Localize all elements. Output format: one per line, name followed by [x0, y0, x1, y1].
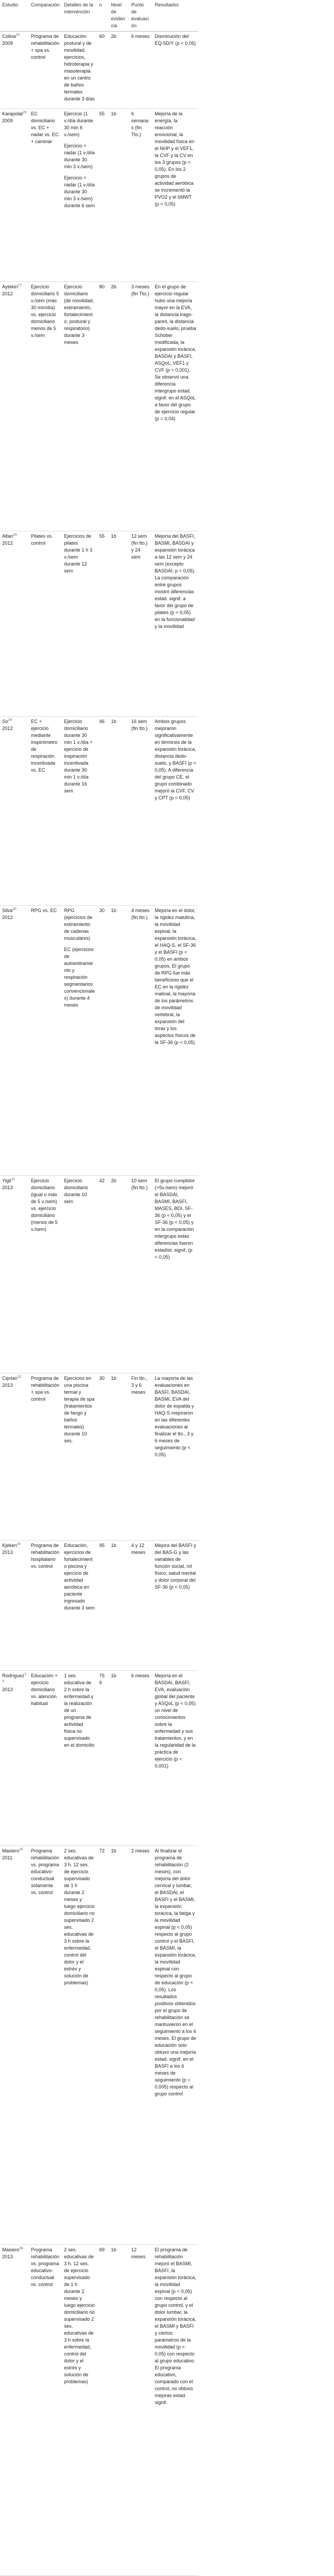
reference-link[interactable]: 35 [19, 1848, 23, 1851]
intervention-details-cell [62, 1846, 97, 2245]
comparison-cell: Programa rehabilitación vs. programa educativo-conductual solamente vs. control [29, 1846, 62, 2245]
reference-link[interactable]: 28 [13, 533, 17, 537]
study-year: 2012 [2, 726, 13, 731]
comparison-cell: EC domiciliario vs. EC + nadar vs. EC + caminar [29, 109, 62, 282]
study-author: Masiero [2, 2247, 20, 2252]
details-paragraph: Ejercicio + nadar (1 v./día durante 30 min 3 v./sem) [64, 143, 95, 169]
results-cell: Mejoría en el BASDAI, BASFI, EVA, evaluación global del paciente y ASQoL (p < 0,05) un nivel de conocimientos sobre la enfermedad y sus tratamientos, y en la regularidad de la práctica de ejercicio (p < 0,001) [153, 1671, 198, 1846]
study-cell [0, 906, 29, 1176]
study-cell [0, 2245, 29, 2576]
evaluation-point-cell: 6 meses [129, 32, 153, 109]
intervention-details-cell [62, 531, 97, 717]
details-paragraph: EC (ejercicios de autoestiramiento y respiración segmentarios convencionales) durante 4 meses [64, 947, 95, 1008]
results-cell: El programa de rehabilitación mejoró el BASMI, BASFI, la expansión torácica, la movilidad espinal (p < 0,05) con respecto al grupo control, y el dolor lumbar, la expansión torácica, el BASMI y BASFI y ciertos parámetros de la movilidad (p < 0,05) con respecto al grupo educativo. El programa educativo, comparado con el control, no obtuvo mejoras estad. signif. [153, 2245, 198, 2576]
study-year: 2009 [2, 41, 13, 46]
sample-size-cell: 72 [97, 1846, 109, 2245]
table-row [0, 1671, 198, 1846]
evaluation-point-cell: 4 meses (fin tto.) [129, 906, 153, 1176]
comparison-cell: Educación + ejercicio domiciliario vs. atención habitual [29, 1671, 62, 1846]
study-author: Yigit [2, 1178, 12, 1183]
table-row [0, 1176, 198, 1373]
table-row [0, 1373, 198, 1541]
study-author: Masiero [2, 1848, 20, 1854]
results-cell: La mayoría de las evaluaciones en BASFI, BASDAI, BASMI, EVA del dolor de espalda y HAQ-S mejoraron en las diferentes evaluaciones al finalizar el tto., 3 y 6 meses de seguimiento (p < 0,05) [153, 1373, 198, 1541]
study-year: 2012 [2, 540, 13, 546]
study-year: 2012 [2, 915, 13, 920]
sample-size-cell: 42 [97, 1176, 109, 1373]
intervention-details-cell [62, 1541, 97, 1671]
details-paragraph: RPG (ejercicios de estiramiento de cadenas musculares) [64, 908, 93, 941]
study-year: 2012 [2, 291, 13, 296]
sample-size-cell: 756 [97, 1671, 109, 1846]
details-paragraph: Ejercicio (1 v./día durante 30 min 6 v./sem) [64, 111, 93, 137]
details-paragraph: Ejercicio domiciliario durante 30 min 1 v./día + ejercicio de inspiración incentivada durante 30 min 1 v./día durante 16 sem [64, 719, 93, 794]
evidence-level-cell: 1b [109, 717, 129, 906]
sample-size-cell: 95 [97, 1541, 109, 1671]
header-row [0, 0, 198, 32]
table-row [0, 717, 198, 906]
study-author: Karapolat [2, 111, 23, 116]
evidence-level-cell: 1b [109, 2245, 129, 2576]
study-cell [0, 717, 29, 906]
details-paragraph: 1 ses. educativa de 2 h sobre la enfermedad y la realización de un programa de actividad física no supervisado en el domicilio [64, 1673, 95, 1748]
header-comparison: Comparación [29, 0, 62, 32]
reference-link[interactable]: 29 [8, 718, 12, 722]
results-cell: El grupo cumplidor (+5v./sem) mejoró el BASDAI, BASMI, BASFI, MASES, BDI, SF-36 (p < 0,05) y el SF-36 (p < 0,05) y en la comparación intergrupo estas diferencias fueron estadíst. signif. (p < 0,05) [153, 1176, 198, 1373]
reference-link[interactable]: 30 [12, 907, 17, 911]
study-cell [0, 1541, 29, 1671]
sample-size-cell: 60 [97, 32, 109, 109]
sample-size-cell: 30 [97, 1373, 109, 1541]
reference-link[interactable]: 25 [15, 33, 20, 37]
evaluation-point-cell: 3 meses (fin Tto.) [129, 282, 153, 531]
results-cell: Mejoría del BASFI, BASMI, BASDAI y expansión torácica a las 12 sem y 24 sem (excepto BASDAI; p < 0,05). La comparación entre grupos mostró diferencias estad. signif. a favor del grupo de pilates (p < 0,05) en la funcionalidad y la movilidad [153, 531, 198, 717]
study-year: 2013 [2, 1550, 13, 1555]
table-row [0, 1846, 198, 2245]
comparison-cell: EC + ejercicio mediante inspirómetro de respiración incentivada vs. EC [29, 717, 62, 906]
evaluation-point-cell: 12 meses [129, 2245, 153, 2576]
header-results: Resultados [153, 0, 198, 32]
intervention-details-cell [62, 717, 97, 906]
details-paragraph: Ejercicios en una piscina termal y terapia de spa (tratamientos de fango y baños termales) durante 10 ses. [64, 1376, 95, 1443]
intervention-details-cell [62, 109, 97, 282]
reference-link[interactable]: 34 [2, 1672, 27, 1683]
study-author: Colina [2, 34, 16, 39]
table-body [0, 32, 198, 2576]
reference-link[interactable]: 33 [17, 1542, 21, 1546]
sample-size-cell: 80 [97, 282, 109, 531]
comparison-cell: Pilates vs. control [29, 531, 62, 717]
reference-link[interactable]: 27 [18, 284, 22, 287]
details-paragraph: 2 ses. educativas de 3 h. 12 ses. de ejercicio supervisado de 1 h durante 2 meses y luego ejercicio domiciliario no supervisado 2 ses. educativas de 3 h sobre la enfermedad, control del dolor y el estrés y solución de problemas) [64, 2247, 95, 2384]
study-cell [0, 32, 29, 109]
table-row [0, 32, 198, 109]
reference-link[interactable]: 32 [17, 1375, 21, 1379]
study-cell [0, 282, 29, 531]
sample-size-cell: 69 [97, 2245, 109, 2576]
evidence-level-cell: 1b [109, 109, 129, 282]
details-paragraph: Educación, ejercicios de fortalecimiento piscina y ejercicio de actividad aeróbica en paciente ingresado durante 3 sem [64, 1543, 95, 1611]
intervention-details-cell [62, 906, 97, 1176]
evaluation-point-cell: 16 sem (fin tto.) [129, 717, 153, 906]
details-paragraph: Ejercicio + nadar (1 v./día durante 30 min 3 v./sem) durante 6 sem [64, 175, 95, 208]
sample-size-cell: 55 [97, 531, 109, 717]
reference-link[interactable]: 31 [11, 1177, 15, 1181]
intervention-details-cell [62, 32, 97, 109]
evidence-level-cell: 1b [109, 1671, 129, 1846]
header-study: Estudio [0, 0, 29, 32]
evaluation-point-cell: Fin tto., 3 y 6 meses [129, 1373, 153, 1541]
study-cell [0, 1373, 29, 1541]
comparison-cell: Ejercicio domiciliario (igual o más de 5 v./sem) vs. ejercicio domiciliario (menos de 5 v./sem) [29, 1176, 62, 1373]
details-paragraph: Ejercicios de pilates durante 1 h 3 v./sem durante 12 sem [64, 533, 93, 574]
table-row [0, 2245, 198, 2576]
study-cell [0, 109, 29, 282]
study-cell [0, 1671, 29, 1846]
comparison-cell: Programa de rehabilitación + spa vs. control [29, 1373, 62, 1541]
study-year: 2013 [2, 1383, 13, 1388]
details-paragraph: Ejercicio domiciliario (de movilidad, estiramiento, fortalecimiento, postural y respiratorio) durante 3 meses [64, 284, 94, 345]
study-year: 2013 [2, 1185, 13, 1190]
header-intervention-details: Detalles de la intervención [62, 0, 97, 32]
details-paragraph: Ejercicio domiciliario durante 10 sem [64, 1178, 89, 1204]
study-author: Aytekin [2, 284, 18, 289]
comparison-cell: RPG vs. EC [29, 906, 62, 1176]
table-row [0, 282, 198, 531]
evidence-level-cell: 1b [109, 906, 129, 1176]
evidence-level-cell: 1b [109, 531, 129, 717]
study-author: Altan [2, 533, 13, 539]
study-author: Silva [2, 908, 13, 913]
evidence-level-cell: 2b [109, 282, 129, 531]
intervention-details-cell [62, 1671, 97, 1846]
evidence-level-cell: 1b [109, 1541, 129, 1671]
study-year: 2013 [2, 2254, 13, 2259]
comparison-cell: Programa de rehabilitación + spa vs. control [29, 32, 62, 109]
sample-size-cell: 46 [97, 717, 109, 906]
evaluation-point-cell: 12 sem (fin tto.) y 24 sem [129, 531, 153, 717]
study-year: 2009 [2, 118, 13, 123]
comparison-cell: Ejercicio domiciliario 5 v./sem (más 30 min/día) vs. ejercicio domiciliario menos de 5 v./sem [29, 282, 62, 531]
results-cell: Mejoría de la energía, la reacción emocional, la movilidad física en el NHP y el VEF1, la CVF y la CV en los 3 grupos (p < 0,05). En los 2 grupos de actividad aeróbica se incrementó la PVO2 y el 6MWT (p < 0,05) [153, 109, 198, 282]
study-author: Kjeken [2, 1543, 17, 1548]
results-cell: Mejora del BASFI y del BAS-G y las variables de función social, rol físico, salud mental y dolor corporal del SF-36 (p < 0,05) [153, 1541, 198, 1671]
sample-size-cell: 30 [97, 906, 109, 1176]
reference-link[interactable]: 36 [19, 2247, 23, 2250]
table-row [0, 109, 198, 282]
details-paragraph: Educación postural y de movilidad, ejercicios, hidroterapia y masoterapia en un centro de baños termales durante 3 días [64, 34, 95, 101]
evaluation-point-cell: 10 sem (fin tto.) [129, 1176, 153, 1373]
results-cell: Disminución del EQ-5D/Y (p < 0,05) [153, 32, 198, 109]
study-cell [0, 531, 29, 717]
intervention-details-cell [62, 282, 97, 531]
results-cell: Ambos grupos mejoraron significativamente en términos de la expansión torácica, distancia dedo-suelo, y BASFI (p < 0,05). A diferencia del grupo CE, el grupo combinado mejoró la CVF, CV y CPT (p < 0,05) [153, 717, 198, 906]
evaluation-point-cell: 6 semanas (fin Tto.) [129, 109, 153, 282]
intervention-details-cell [62, 1176, 97, 1373]
evaluation-point-cell: 4 y 12 meses [129, 1541, 153, 1671]
header-n: n [97, 0, 109, 32]
header-evaluation-point: Punto de evaluación [129, 0, 153, 32]
comparison-cell: Programa de rehabilitación hospitalario vs. control [29, 1541, 62, 1671]
evidence-level-cell: 1b [109, 1846, 129, 2245]
header-evidence-level: Nivel de evidencia [109, 0, 129, 32]
intervention-details-cell [62, 1373, 97, 1541]
table-row [0, 906, 198, 1176]
study-cell [0, 1846, 29, 2245]
evidence-level-cell: 2b [109, 32, 129, 109]
results-cell: Mejoría en el dolor, la rigidez matutina, la movilidad espinal, la expansión torácica, el HAQ-S, el SF-36 y el BASFI (p < 0,05) en ambos grupos. El grupo de RPG fue más beneficioso que el EC en la rigidez matinal, la mayoría de los parámetros de movilidad vertebral, la expansión del tórax y los aspectos físicos de la SF-36 (p < 0,05) [153, 906, 198, 1176]
evidence-level-cell: 2b [109, 1176, 129, 1373]
details-paragraph: 2 ses. educativas de 3 h. 12 ses. de ejercicio supervisado de 1 h durante 2 meses y luego ejercicio domiciliario no supervisado 2 ses. educativas de 3 h sobre la enfermedad, control del dolor y el estrés y solución de problemas) [64, 1848, 95, 1985]
study-author: Ciprian [2, 1376, 18, 1381]
study-author: Rodríguez [2, 1673, 25, 1678]
study-author: So [2, 719, 9, 724]
evaluation-point-cell: 6 meses [129, 1671, 153, 1846]
study-year: 2013 [2, 1687, 13, 1692]
study-year: 2011 [2, 1855, 13, 1860]
intervention-details-cell [62, 2245, 97, 2576]
results-cell: En el grupo de ejercicio regular hubo una mejoría mayor en la EVA, la distancia trago-pared, la distancia dedo-suelo, prueba Schober modificada, la expansión torácica, BASDAI y BASFI, ASQoL, VEF1 y CVF (p < 0,001). Se observó una diferencia intergrupo estad. signif. en el ASQoL a favor del grupo de ejercicio regular (p = 0,04) [153, 282, 198, 531]
comparison-cell: Programa rehabilitación vs. programa educativo-conductual vs. control [29, 2245, 62, 2576]
reference-link[interactable]: 26 [22, 111, 27, 114]
evidence-level-cell: 1b [109, 1373, 129, 1541]
study-cell [0, 1176, 29, 1373]
table-row [0, 531, 198, 717]
table-row [0, 1541, 198, 1671]
evaluation-point-cell: 2 meses [129, 1846, 153, 2245]
results-cell: Al finalizar el programa de rehabilitación (2 meses), con mejoría del dolor cervical y lumbar, el BASDAI, el BASFI y el BASMI, la expansión torácica, la fatiga y la movilidad espinal (p < 0,05) respecto al grupo control y el BASFI, el BASMI, la expansión torácica, la movilidad espinal con respecto al grupo de educación (p < 0,05). Los resultados positivos obtenidos por el grupo de rehabilitación se mantuvieron en el seguimiento a los 6 meses. El grupo de educación solo obtuvo una mejoría estad. signif. en el BASFI a los 6 meses de seguimiento (p = 0,005) respecto al grupo control [153, 1846, 198, 2245]
table-header [0, 0, 198, 32]
sample-size-cell: 55 [97, 109, 109, 282]
